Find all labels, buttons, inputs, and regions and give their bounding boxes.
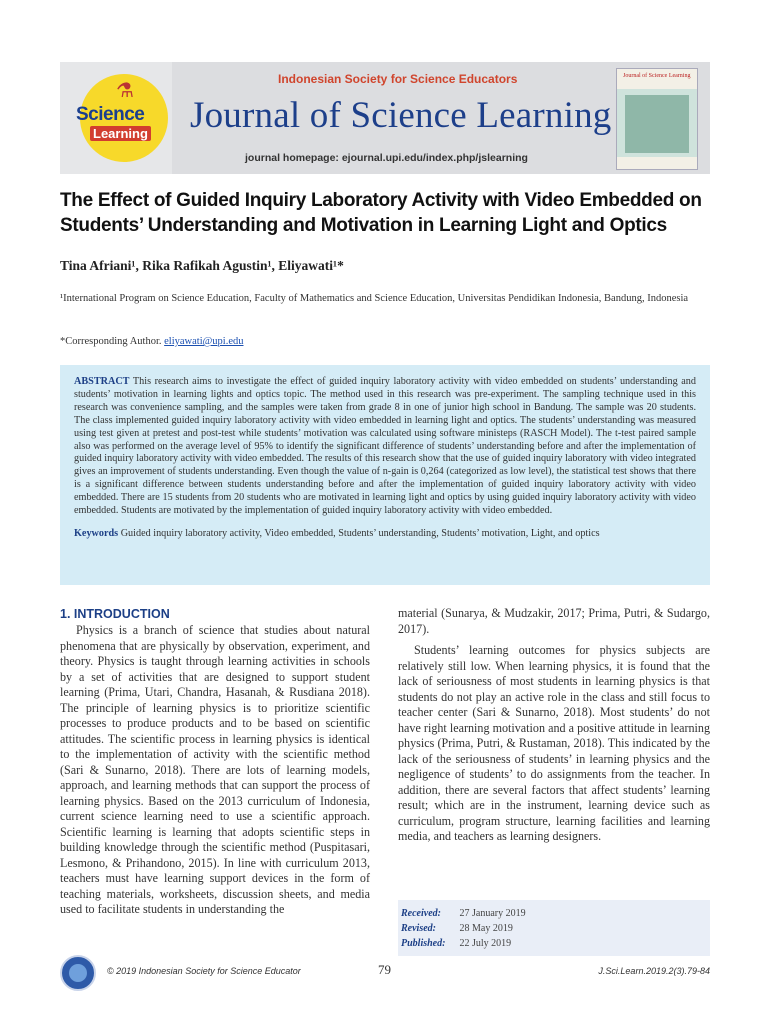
abstract-box (60, 365, 710, 585)
intro-paragraph-2: Students’ learning outcomes for physics subjects are relatively still low. When learning physics, it is found that the lack of seriousness of most students in learning physics is that students do not play an active role in the class and still focus to teacher center (Sari & Sunarno, 2018). Most students’ do not have right learning motivation and a positive attitude in learning physics (Prima, Putri, & Rustaman, 2018). This indicated by the lack of the seriousness of students’ in learning physics and the negligence of students’ to do assignments from the teacher. In addition, there are several factors that affect students’ learning result; which are in the instrument, learning device such as curriculum, program structure, learning facilities and learning media, and teachers as learning designers. (398, 643, 710, 843)
flask-icon: ⚗ (116, 80, 134, 102)
page-number: 79 (378, 962, 391, 977)
journal-homepage[interactable]: journal homepage: ejournal.upi.edu/index.php/jslearning (245, 152, 528, 164)
history-published: Published: 22 July 2019 (401, 938, 512, 949)
society-name: Indonesian Society for Science Educators (278, 72, 518, 86)
cover-photo (625, 95, 689, 153)
corresponding-email-link[interactable]: eliyawati@upi.edu (164, 336, 244, 347)
abstract (74, 376, 696, 518)
right-column (398, 606, 710, 845)
science-learning-logo (60, 62, 172, 174)
logo-word-science: Science (76, 104, 145, 125)
logo-word-learning: Learning (90, 126, 151, 141)
history-revised: Revised: 28 May 2019 (401, 923, 513, 934)
affiliation: ¹International Program on Science Education, Faculty of Mathematics and Science Education, Universitas Pendidikan Indonesia, Bandung, Indonesia (60, 293, 689, 304)
section-heading-introduction: 1. INTRODUCTION (60, 607, 170, 621)
intro-paragraph-1: Physics is a branch of science that studies about natural phenomena that are physically by observation, experiment, and theory. Physics is taught through learning activities in schools by a set of activities that are designed to support student learning (Prima, Utari, Chandra, Hasanah, & Rusdiana 2018). The principle of learning physics is to prioritize scientific processes to produce products and to be based on scientific attitudes. The scientific process in learning physics is identical to the implementation of activity with the scientific method (Sari & Sunarno, 2018). There are lots of learning models, approach, and learning methods that can support the process of learning physics. Based on the 2013 curriculum of Indonesia, current science learning need to use a scientific approach. Scientific learning is learning that adopts scientific steps in building knowledge through the scientific method (Puspitasari, Lesmono, & Prihandono, 2015). In line with curriculum 2013, teachers must have learning support devices in the form of teaching materials, worksheets, discussion sheets, and media used to facilitate students in understanding the (60, 623, 370, 916)
citation-reference: J.Sci.Learn.2019.2(3).79-84 (598, 966, 710, 976)
journal-banner (60, 62, 710, 174)
corresponding-author (60, 336, 243, 347)
abstract-label: ABSTRACT (74, 376, 130, 387)
keywords-label: Keywords (74, 527, 119, 539)
society-seal-icon (60, 955, 96, 991)
corresponding-label: *Corresponding Author. (60, 336, 162, 347)
copyright-notice: © 2019 Indonesian Society for Science Educator (107, 966, 301, 976)
article-history (398, 900, 710, 956)
author-list: Tina Afriani¹, Rika Rafikah Agustin¹, Eliyawati¹* (60, 258, 344, 273)
journal-title: Journal of Science Learning (190, 95, 612, 136)
history-received: Received: 27 January 2019 (401, 908, 526, 919)
page-footer (60, 955, 710, 995)
cover-title: Journal of Science Learning (623, 73, 691, 79)
intro-continuation: material (Sunarya, & Mudzakir, 2017; Prima, Putri, & Sudargo, 2017). (398, 606, 710, 636)
left-column (60, 606, 370, 918)
abstract-text: This research aims to investigate the effect of guided inquiry laboratory activity with video embedded on students’ understanding and students’ motivation in learning lights and optics topic. The method used in this research was pre-experiment. The sampling technique used in this research was convenience sampling, and the samples were taken from grade 8 in one of junior high school in Bandung. The sample was 20 students. The class implemented guided inquiry laboratory activity with video embedded in learning light and optics. The students’ understanding was measured using test given at pretest and post-test while students’ motivation was calculated using software ministeps (RASCH Model). The t-test paired sample also was performed on the average level of 95% to identify the significant difference of students’ understanding before and after the implementation of guided inquiry laboratory activity with video embedded. The results of this research show that the use of guided inquiry laboratory with video integrated gives an improvement of students understanding. Even though the value of n-gain is 0,264 (categorized as low level), the statistical test shows that there is a significant difference between students understanding before and after the implementation of guided inquiry laboratory activity with video embedded. There are 15 students from 20 students who are motivated in learning light and optics by using guided inquiry laboratory activity with video embedded. Students are motivated by the implementation of guided inquiry laboratory activity with video embedded. (74, 376, 696, 517)
paper-title: The Effect of Guided Inquiry Laboratory Activity with Video Embedded on Students’ Understanding and Motivation in Learning Light and Optics (60, 190, 702, 236)
journal-cover-thumbnail (616, 68, 698, 170)
keywords (74, 527, 696, 540)
keywords-list: Guided inquiry laboratory activity, Video embedded, Students’ understanding, Students’ motivation, Light, and optics (120, 527, 600, 539)
